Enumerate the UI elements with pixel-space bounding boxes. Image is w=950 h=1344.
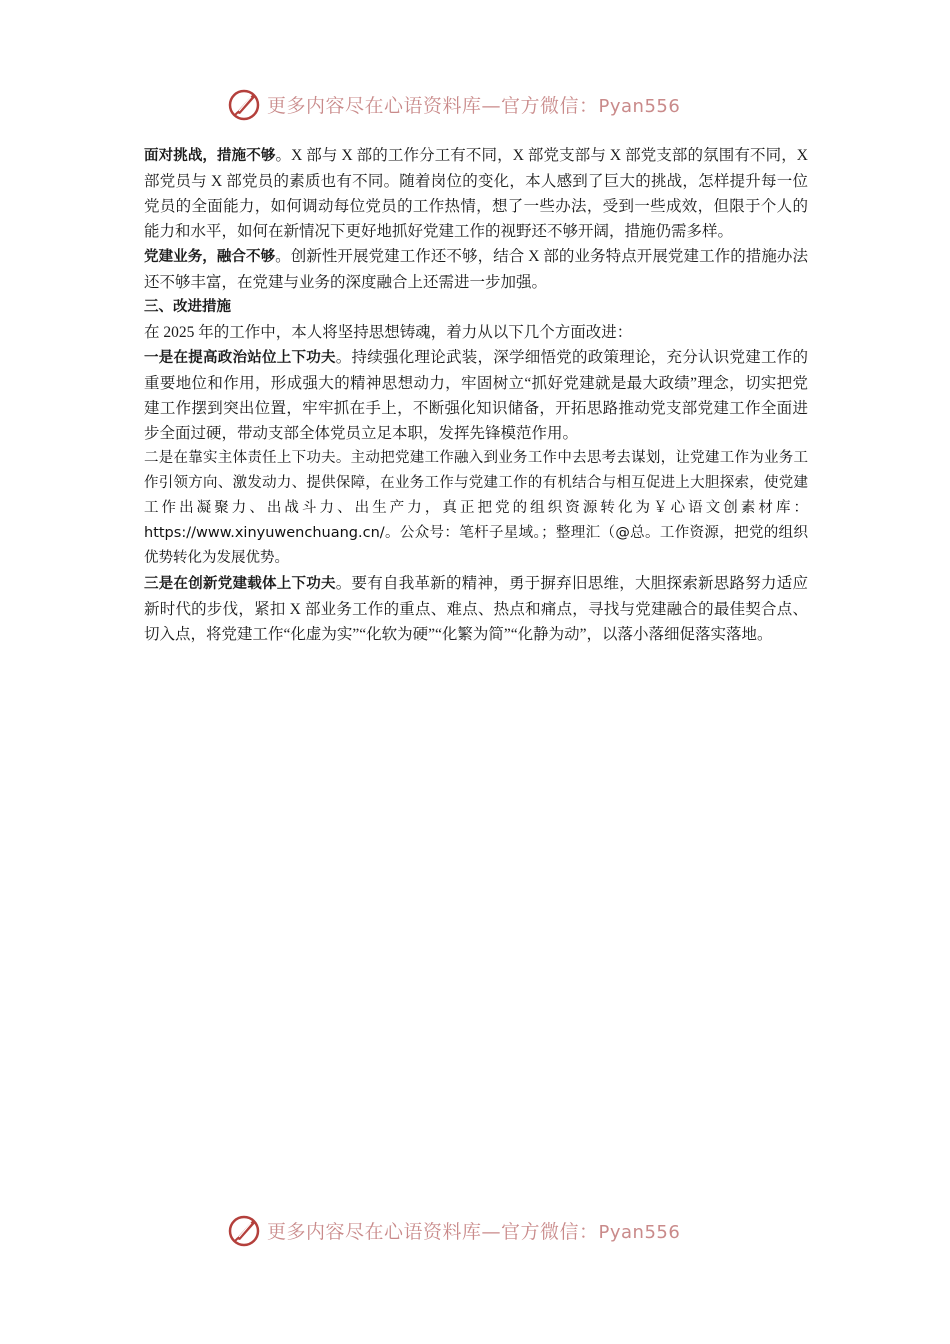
paragraph-challenges [144, 143, 808, 244]
footer-banner-handle: Pyan556 [598, 1221, 681, 1243]
quill-logo-icon [227, 1212, 263, 1248]
paragraph-measure-three [144, 571, 808, 647]
section-heading: 三、改进措施 [144, 299, 231, 315]
paragraph-lead: 三是在创新党建载体上下功夫 [144, 576, 336, 592]
paragraph-integration [144, 244, 808, 295]
footer-banner-text: 更多内容尽在心语资料库—官方微信：Pyan556 [267, 1220, 681, 1243]
paragraph-lead: 一是在提高政治站位上下功夫 [144, 350, 336, 366]
header-banner-handle: Pyan556 [598, 95, 681, 117]
paragraph-text: 。创新性开展党建工作还不够，结合 X 部的业务特点开展党建工作的措施办法还不够丰富，在党建与业务的深度融合上还需进一步加强。 [144, 248, 808, 291]
paragraph-intro: 在 2025 年的工作中，本人将坚持思想铸魂，着力从以下几个方面改进： [144, 324, 633, 341]
paragraph-text: 。X 部与 X 部的工作分工有不同，X 部党支部与 X 部党支部的氛围有不同，X 部党员与 X 部党员的素质也有不同。随着岗位的变化，本人感到了巨大的挑战，怎样提升每一位党员的全面能力，如何调动每位党员的工作热情，想了一些办法，受到一些成效，但限于个人的能力和水平，如何在新情况下更好地抓好党建工作的视野还不够开阔，措施仍需多样。 [144, 147, 808, 240]
quill-logo-icon [227, 86, 263, 122]
paragraph-text: 。持续强化理论武装，深学细悟党的政策理论，充分认识党建工作的重要地位和作用，形成强大的精神思想动力，牢固树立“抓好党建就是最大政绩”理念，切实把党建工作摆到突出位置，牢牢抓在手上，不断强化知识储备，开拓思路推动党支部党建工作全面进步全面过硬，带动支部全体党员立足本职，发挥先锋模范作用。 [144, 349, 808, 442]
header-banner-text: 更多内容尽在心语资料库—官方微信：Pyan556 [267, 94, 681, 117]
header-banner[interactable] [227, 84, 727, 124]
paragraph-lead: 党建业务，融合不够 [144, 249, 276, 265]
paragraph-text: 。要有自我革新的精神，勇于摒弃旧思维，大胆探索新思路努力适应新时代的步伐，紧扣 X 部业务工作的重点、难点、热点和痛点，寻找与党建融合的最佳契合点、切入点，将党建工作“化虚为实”“化软为硬”“化繁为简”“化静为动”，以落小落细促落实落地。 [144, 575, 808, 643]
document-body [144, 143, 808, 647]
paragraph-lead: 面对挑战，措施不够 [144, 148, 276, 164]
paragraph-measure-one [144, 345, 808, 446]
footer-banner[interactable] [227, 1210, 727, 1250]
paragraph-measure-two: 二是在靠实主体责任上下功夫。主动把党建工作融入到业务工作中去思考去谋划，让党建工作为业务工作引领方向、激发动力、提供保障，在业务工作与党建工作的有机结合与相互促进上大胆探索，使党建工作出凝聚力、出战斗力、出生产力，真正把党的组织资源转化为￥心语文创素材库：https://www.xinyuwenchuang.cn/。公众号：笔杆子星域。；整理汇（@总。工作资源，把党的组织优势转化为发展优势。 [144, 450, 808, 566]
